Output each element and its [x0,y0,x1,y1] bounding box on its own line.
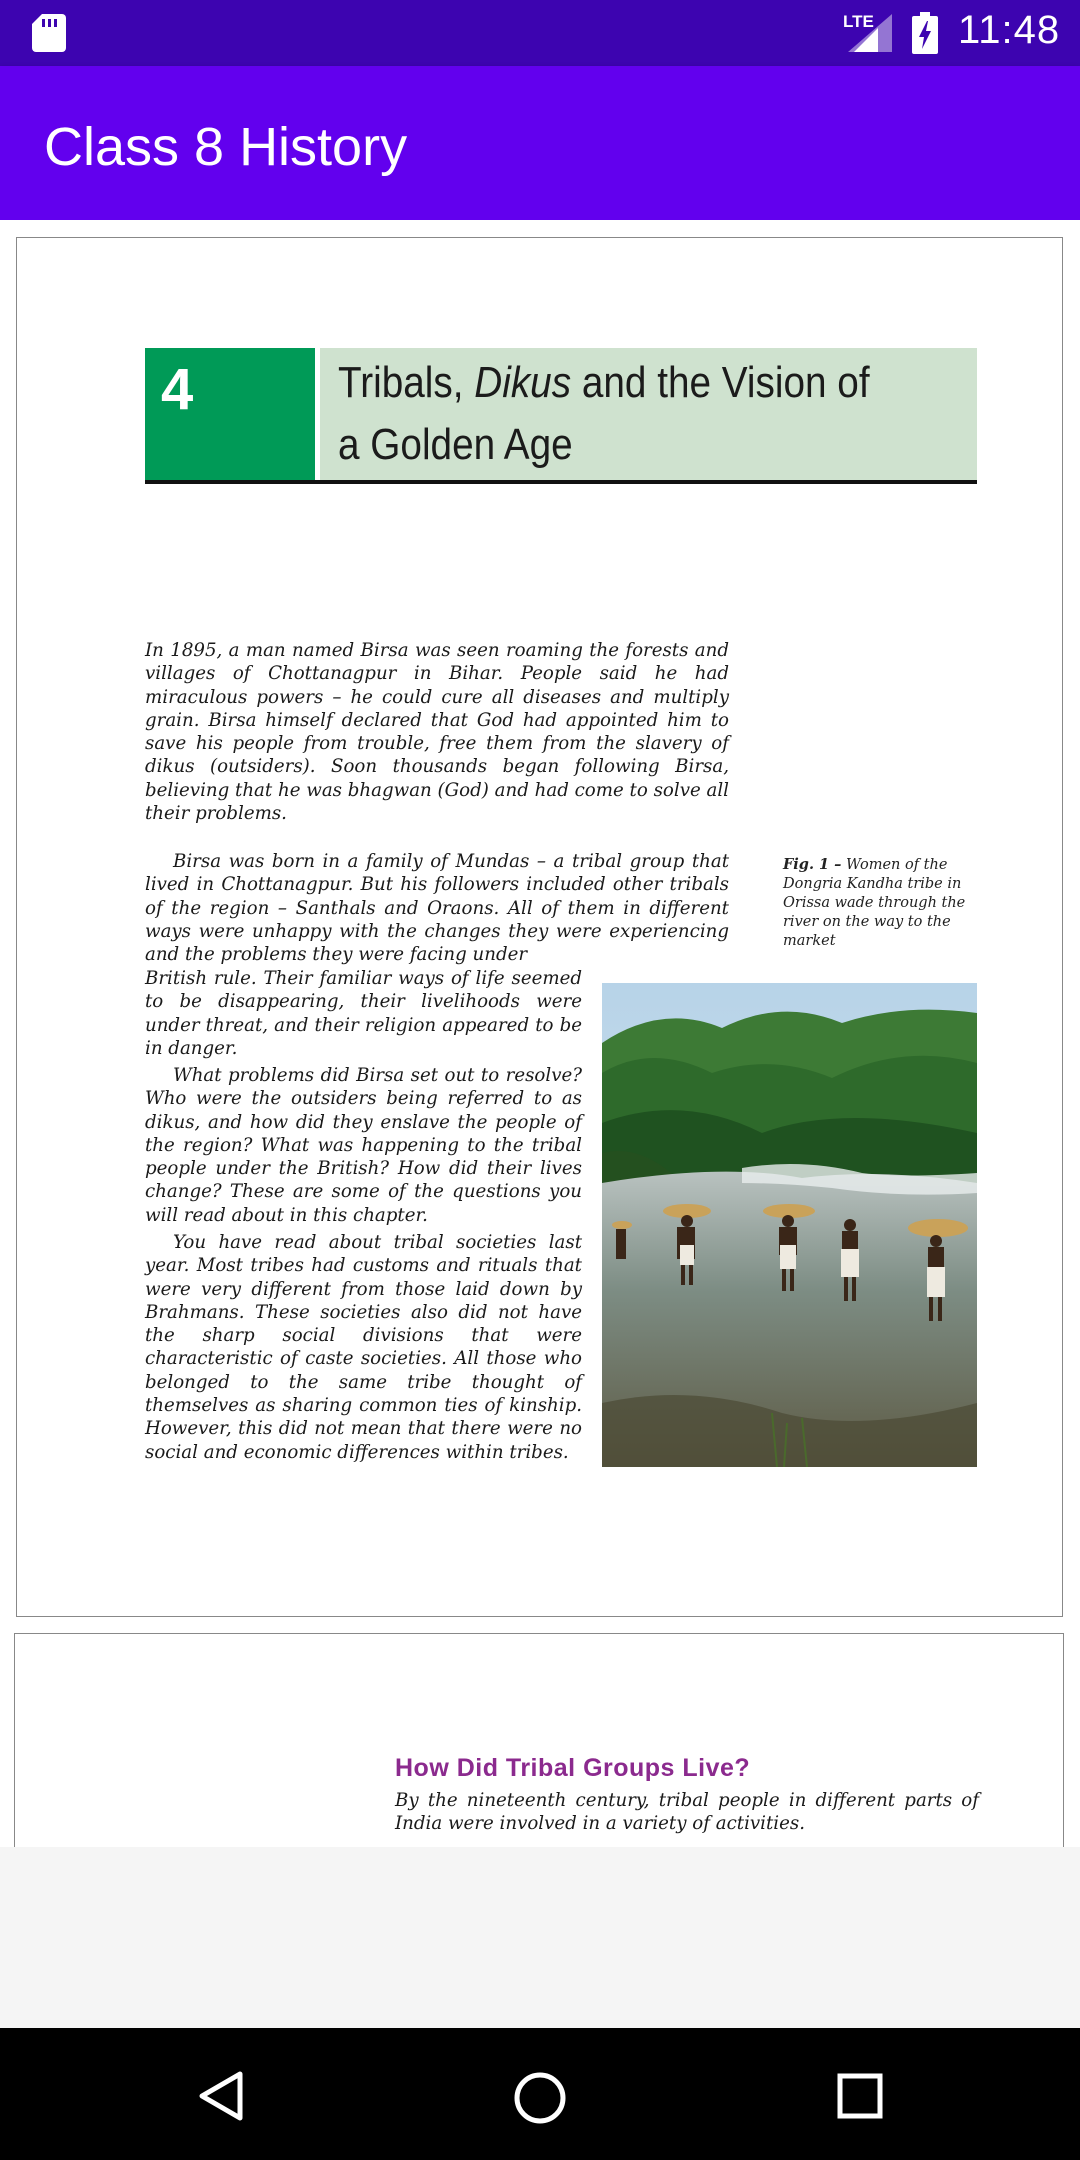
chapter-title-italic: Dikus [474,358,572,407]
paragraph-4: You have read about tribal societies last year. Most tribes had customs and rituals that were very different from those laid down by Brahmans. These societies also did not have the sharp social divisions that were characteristic of caste societies. All those who belonged to the same tribe thought of themselves as sharing common ties of kinship. However, this did not mean that there were no social and economic differences within tribes. [145,1232,582,1463]
recents-icon[interactable] [836,2072,884,2120]
app-title: Class 8 History [44,117,408,177]
status-bar [0,0,1080,66]
navigation-bar [0,2028,1080,2160]
sd-card-icon [32,14,66,52]
home-icon[interactable] [512,2070,568,2126]
chapter-number: 4 [161,357,194,422]
section-heading: How Did Tribal Groups Live? [395,1754,751,1782]
battery-charging-icon [912,12,938,54]
pdf-page-1[interactable] [16,237,1063,1617]
chapter-number-box [145,348,315,480]
signal-strength-icon [848,14,892,52]
chapter-header-rule [145,480,977,484]
chapter-title [338,352,884,476]
chapter-title-part2: and the Vision of a Golden Age [338,358,870,469]
network-type-label: LTE [843,12,874,31]
pdf-viewer[interactable] [0,220,1080,1847]
pdf-page-2[interactable] [14,1633,1064,1847]
paragraph-1: In 1895, a man named Birsa was seen roaming the forests and villages of Chottanagpur in Bihar. People said he had miraculous powers – he could cure all diseases and multiply grain. Birsa himself declared that God had appointed him to save his people from trouble, free them from the slavery of dikus (outsiders). Soon thousands began following Birsa, believing that he was bhagwan (God) and had come to solve all their problems. [145,640,729,825]
chapter-title-part1: Tribals, [338,358,475,407]
figure-label: Fig. 1 – [783,856,842,873]
paragraph-2-lower: British rule. Their familiar ways of life seemed to be disappearing, their livelihoods were under threat, and their religion appeared to be in danger. [145,968,582,1059]
section-intro: By the nineteenth century, tribal people in different parts of India were involved in a variety of activities. [395,1790,979,1835]
paragraph-3: What problems did Birsa set out to resolve? Who were the outsiders being referred to as dikus, and how did they enslave the people of the region? What was happening to the tribal people under the British? How did their lives change? These are some of the questions you will read about in this chapter. [145,1065,582,1226]
chapter-title-box [320,348,977,480]
figure-caption [783,855,983,951]
tribal-women-river-photo [602,983,977,1467]
back-icon[interactable] [196,2070,248,2122]
chapter-header [145,348,977,483]
status-clock: 11:48 [958,8,1061,52]
app-bar [0,66,1080,220]
figure-caption-text: Women of the Dongria Kandha tribe in Orissa wade through the river on the way to the market [783,857,966,949]
paragraph-2-upper: Birsa was born in a family of Mundas – a tribal group that lived in Chottanagpur. But his followers included other tribals of the region – Santhals and Oraons. All of them in different ways were unhappy with the changes they were experiencing and the problems they were facing under [145,851,729,966]
